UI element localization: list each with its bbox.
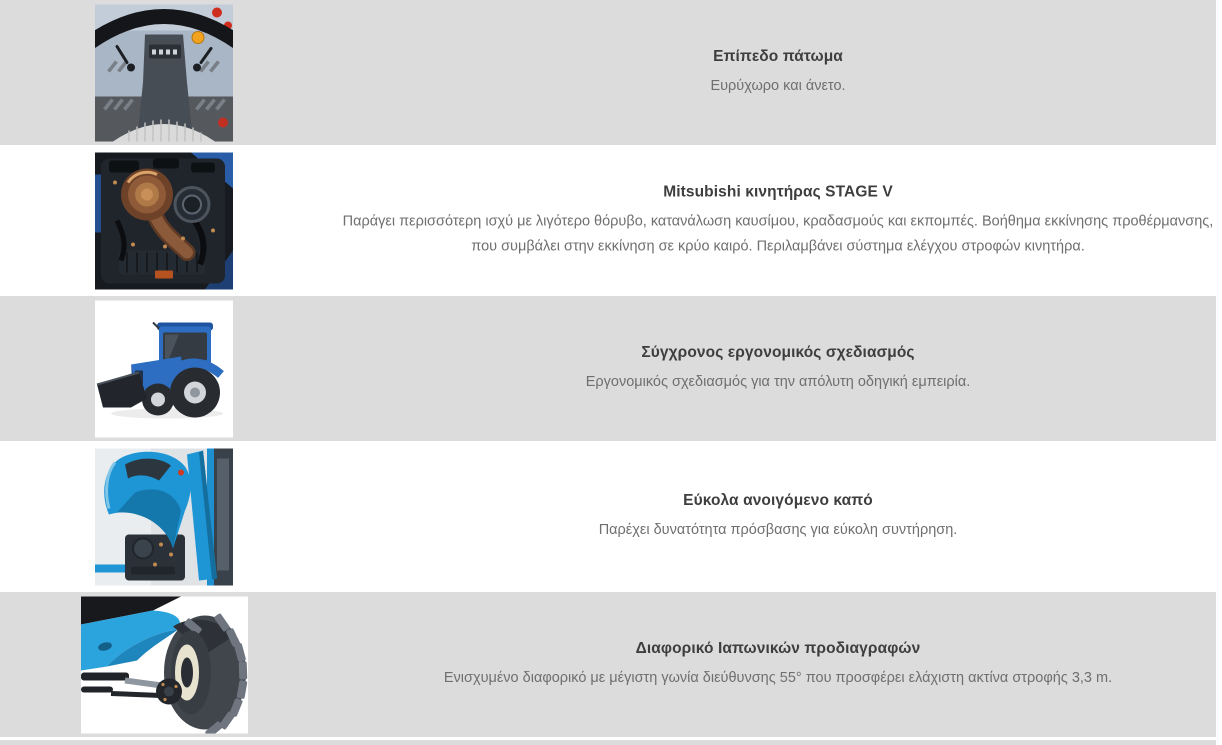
feature-description: Παράγει περισσότερη ισχύ με λιγότερο θόρυβο, κατανάλωση καυσίμου, κραδασμούς και εκπομπές. Βοήθημα εκκίνησης προθέρμανσης, που συμβάλει στην εκκίνηση σε κρύο καιρό. Περιλαμβάνει σύστημα ελέγχου στροφών κινητήρα.: [342, 213, 1214, 254]
feature-row-engine: [0, 148, 1216, 293]
open-hood-photo: [95, 448, 233, 585]
feature-row-ergonomic-design: [0, 296, 1216, 441]
feature-title: Σύγχρονος εργονομικός σχεδιασμός: [641, 343, 915, 361]
feature-title: Διαφορικό Ιαπωνικών προδιαγραφών: [635, 639, 921, 657]
feature-title: Εύκολα ανοιγόμενο καπό: [683, 491, 873, 509]
feature-description: Εργονομικός σχεδιασμός για την απόλυτη οδηγική εμπειρία.: [585, 373, 971, 390]
cab-flat-floor-photo: [95, 4, 233, 141]
feature-description: Ευρύχωρο και άνετο.: [710, 77, 846, 94]
tractor-front-loader-photo: [95, 300, 233, 437]
feature-row-partial: [0, 740, 1216, 745]
feature-description: Ενισχυμένο διαφορικό με μέγιστη γωνία διεύθυνσης 55° που προσφέρει ελάχιστη ακτίνα στροφής 3,3 m.: [443, 669, 1113, 686]
feature-title: Mitsubishi κινητήρας STAGE V: [663, 183, 893, 200]
feature-row-differential: [0, 592, 1216, 737]
mitsubishi-engine-photo: [95, 152, 233, 289]
feature-title: Επίπεδο πάτωμα: [713, 47, 843, 65]
feature-description: Παρέχει δυνατότητα πρόσβασης για εύκολη συντήρηση.: [598, 521, 958, 538]
feature-row-open-hood: [0, 444, 1216, 589]
feature-row-flat-floor: [0, 0, 1216, 145]
differential-wheel-photo: [81, 596, 248, 733]
